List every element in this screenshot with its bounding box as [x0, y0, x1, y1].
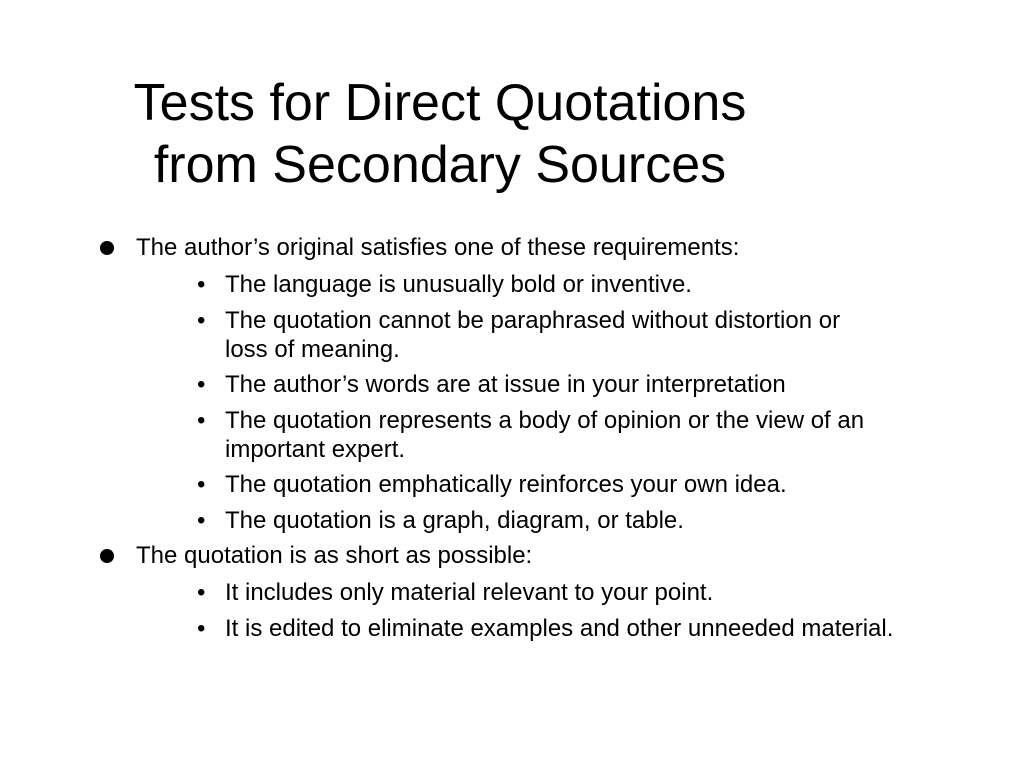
sub-bullet-dot-icon: •: [197, 407, 206, 434]
bullet-text: The quotation is as short as possible:: [136, 542, 533, 569]
sub-bullet-dot-icon: •: [197, 307, 206, 334]
sub-bullet-dot-icon: •: [197, 271, 206, 298]
sub-bullet-text: The author’s words are at issue in your interpretation: [225, 371, 786, 398]
sub-bullet-text: It is edited to eliminate examples and other unneeded material.: [225, 615, 894, 642]
sub-bullet-dot-icon: •: [197, 579, 206, 606]
sub-bullet-text: It includes only material relevant to your point.: [225, 579, 714, 606]
sub-bullet-text: The language is unusually bold or inventive.: [225, 271, 692, 298]
bullet-dot-icon: [100, 241, 114, 255]
sub-bullet-dot-icon: •: [197, 615, 206, 642]
bullet-text: The author’s original satisfies one of these requirements:: [136, 234, 740, 261]
sub-bullet-dot-icon: •: [197, 471, 206, 498]
bullet-dot-icon: [100, 549, 114, 563]
sub-bullet-text: The quotation represents a body of opinion or the view of an important expert.: [225, 407, 865, 463]
sub-bullet-text: The quotation emphatically reinforces your own idea.: [225, 471, 787, 498]
title-line-1: Tests for Direct Quotations: [133, 74, 747, 132]
sub-bullet-text: The quotation is a graph, diagram, or table.: [225, 507, 684, 534]
title-line-2: from Secondary Sources: [153, 136, 727, 194]
sub-bullet-dot-icon: •: [197, 507, 206, 534]
sub-bullet-text: The quotation cannot be paraphrased without distortion or loss of meaning.: [225, 307, 841, 363]
sub-bullet-dot-icon: •: [197, 371, 206, 398]
